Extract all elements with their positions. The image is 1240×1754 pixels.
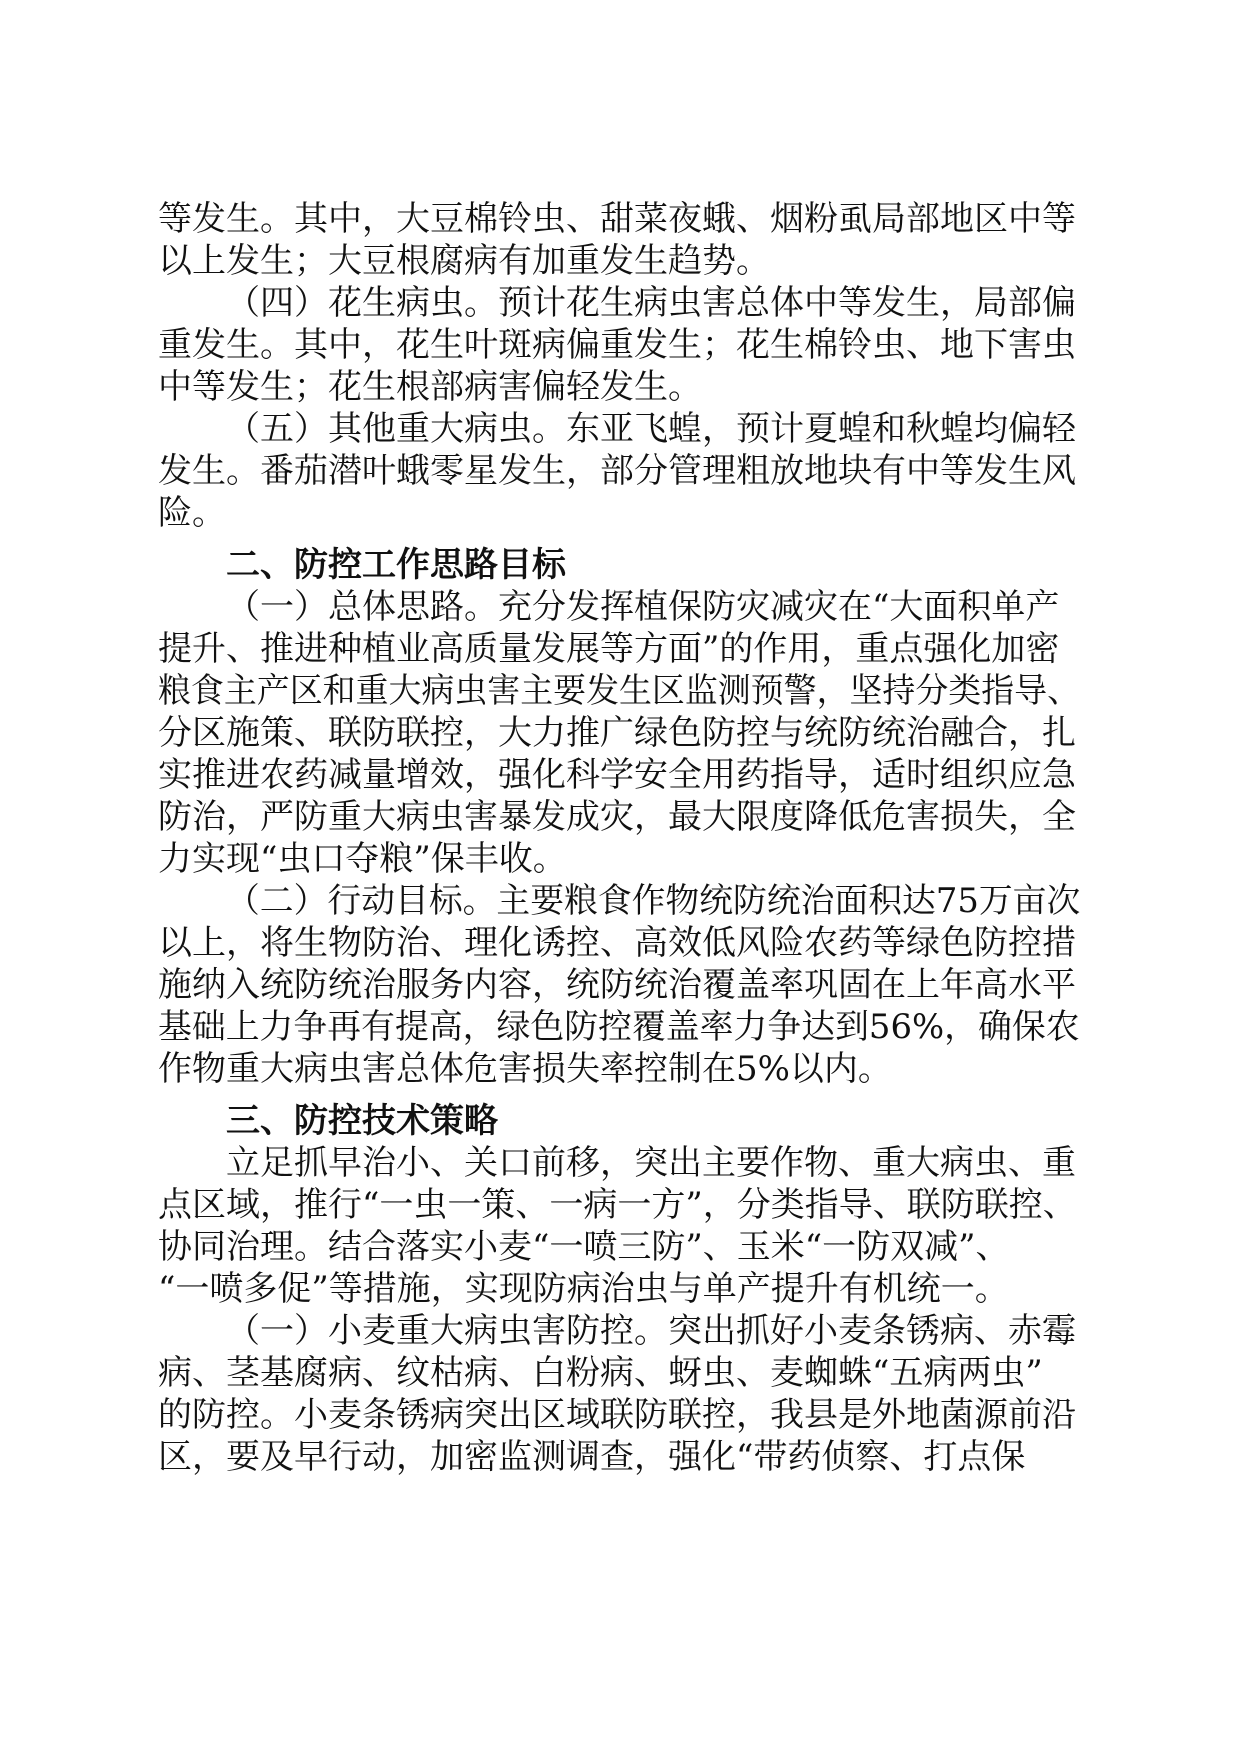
- paragraph-line: 粮食主产区和重大病虫害主要发生区监测预警，坚持分类指导、: [158, 671, 1081, 711]
- paragraph-line: 重发生。其中，花生叶斑病偏重发生；花生棉铃虫、地下害虫: [158, 325, 1076, 365]
- paragraph-line: （一）总体思路。充分发挥植保防灾减灾在“大面积单产: [226, 587, 1060, 627]
- paragraph-line: 分区施策、联防联控，大力推广绿色防控与统防统治融合，扎: [158, 713, 1076, 753]
- paragraph-line: 等发生。其中，大豆棉铃虫、甜菜夜蛾、烟粉虱局部地区中等: [158, 199, 1076, 239]
- paragraph-line: 以上发生；大豆根腐病有加重发生趋势。: [158, 241, 770, 281]
- paragraph-line: 施纳入统防统治服务内容，统防统治覆盖率巩固在上年高水平: [158, 965, 1076, 1005]
- paragraph-line: 险。: [158, 493, 226, 533]
- paragraph-line: 立足抓早治小、关口前移，突出主要作物、重大病虫、重: [226, 1143, 1076, 1183]
- paragraph-line: 中等发生；花生根部病害偏轻发生。: [158, 367, 702, 407]
- paragraph-line: （五）其他重大病虫。东亚飞蝗，预计夏蝗和秋蝗均偏轻: [226, 409, 1076, 449]
- section-gap: [158, 534, 1080, 544]
- paragraph-line: 基础上力争再有提高，绿色防控覆盖率力争达到56%，确保农: [158, 1007, 1080, 1047]
- paragraph-line: （四）花生病虫。预计花生病虫害总体中等发生，局部偏: [226, 283, 1076, 323]
- paragraph-line: 协同治理。结合落实小麦“一喷三防”、玉米“一防双减”、: [158, 1227, 1010, 1267]
- paragraph-line: 提升、推进种植业高质量发展等方面”的作用，重点强化加密: [158, 629, 1060, 669]
- section-gap: [158, 1090, 1080, 1100]
- section-heading: 三、防控技术策略: [226, 1101, 498, 1141]
- paragraph-line: 作物重大病虫害总体危害损失率控制在5%以内。: [158, 1049, 892, 1089]
- paragraph-line: （一）小麦重大病虫害防控。突出抓好小麦条锈病、赤霉: [226, 1311, 1076, 1351]
- paragraph-line: 实推进农药减量增效，强化科学安全用药指导，适时组织应急: [158, 755, 1076, 795]
- paragraph-line: 点区域，推行“一虫一策、一病一方”，分类指导、联防联控、: [158, 1185, 1077, 1225]
- document-body: [158, 198, 1080, 1478]
- paragraph-line: 区，要及早行动，加密监测调查，强化“带药侦察、打点保: [158, 1437, 1026, 1477]
- paragraph-line: 发生。番茄潜叶蛾零星发生，部分管理粗放地块有中等发生风: [158, 451, 1076, 491]
- paragraph-line: （二）行动目标。主要粮食作物统防统治面积达75万亩次: [226, 881, 1081, 921]
- paragraph-line: 的防控。小麦条锈病突出区域联防联控，我县是外地菌源前沿: [158, 1395, 1076, 1435]
- paragraph-line: “一喷多促”等措施，实现防病治虫与单产提升有机统一。: [158, 1269, 1009, 1309]
- paragraph-line: 力实现“虫口夺粮”保丰收。: [158, 839, 567, 879]
- paragraph-line: 防治，严防重大病虫害暴发成灾，最大限度降低危害损失，全: [158, 797, 1076, 837]
- paragraph-line: 病、茎基腐病、纹枯病、白粉病、蚜虫、麦蜘蛛“五病两虫”: [158, 1353, 1043, 1393]
- paragraph-line: 以上，将生物防治、理化诱控、高效低风险农药等绿色防控措: [158, 923, 1076, 963]
- section-heading: 二、防控工作思路目标: [226, 545, 566, 585]
